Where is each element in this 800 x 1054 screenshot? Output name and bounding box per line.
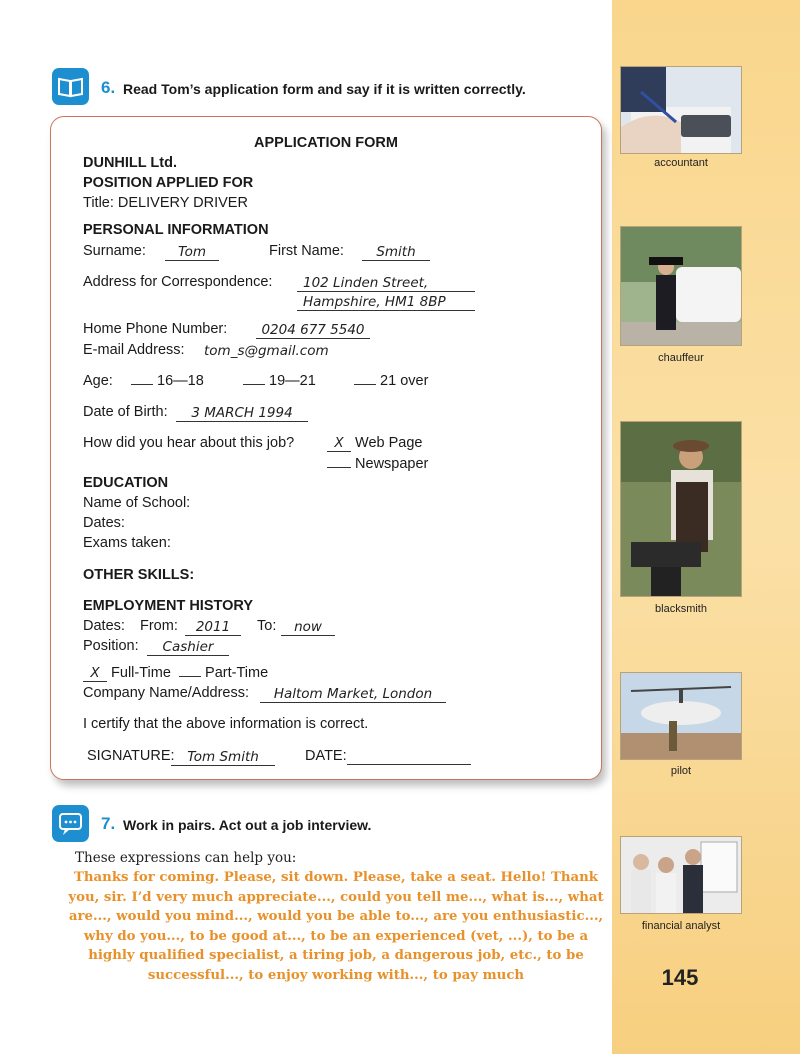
personal-heading: PERSONAL INFORMATION: [83, 222, 269, 238]
address-field-2: Hampshire, HM1 8BP: [297, 294, 475, 311]
caption-blacksmith: blacksmith: [655, 603, 707, 615]
chauffeur-photo: [620, 226, 742, 346]
company-label: Company Name/Address:: [83, 685, 250, 701]
date-label: DATE:: [305, 748, 347, 764]
employment-dates-label: Dates:: [83, 618, 125, 634]
task-6-instruction: Read Tom’s application form and say if it is written correctly.: [123, 81, 526, 97]
surname-label: Surname:: [83, 243, 146, 259]
signature-value: [171, 749, 275, 766]
phone-value: [256, 322, 370, 339]
caption-accountant: accountant: [654, 157, 708, 169]
dob-value: [176, 405, 308, 422]
task-6-number: 6.: [101, 78, 116, 97]
address-line1: [297, 275, 475, 292]
dob-label: Date of Birth:: [83, 404, 168, 420]
age-option-2: [243, 373, 316, 389]
age-label: Age:: [83, 373, 113, 389]
application-form: [50, 116, 602, 780]
position-heading: POSITION APPLIED FOR: [83, 175, 254, 191]
to-label: To:: [257, 618, 277, 634]
from-value: [185, 619, 241, 636]
age-option-1-label: 16—18: [157, 373, 204, 389]
address-line2: [297, 294, 475, 311]
caption-financial-analyst: financial analyst: [641, 920, 721, 932]
company-name: DUNHILL Ltd.: [83, 155, 177, 171]
age-option-1: [131, 373, 204, 389]
task-7-number: 7.: [101, 814, 116, 833]
pilot-photo: [620, 672, 742, 760]
accountant-photo: [620, 66, 742, 154]
age-option-3: [354, 373, 428, 389]
school-label: Name of School:: [83, 495, 191, 511]
useful-expressions: Thanks for coming. Please, sit down. Please, take a seat. Hello! Thank you, sir. I’d very much appreciate..., could you tell me..., what is..., what are..., would you mind..., would you be able to..., are you enthusiastic..., why do you..., to be good at..., to be an experienced (vet, ...), to be a highly qualified specialist, a tiring job, a dangerous job, etc., to be successful..., to enjoy working with..., to pay much: [68, 870, 604, 983]
email-value: tom_s@gmail.com: [204, 343, 329, 359]
firstname-value: [362, 244, 430, 261]
position-value: [147, 639, 229, 656]
blacksmith-photo: [620, 421, 742, 597]
to-field: now: [281, 619, 335, 636]
signature-label: SIGNATURE:: [87, 748, 175, 764]
hear-option-web: [327, 435, 422, 452]
fulltime-option: [83, 665, 171, 682]
surname-field: Tom: [165, 244, 219, 261]
task-7-instruction: Work in pairs. Act out a job interview.: [123, 817, 372, 833]
education-heading: EDUCATION: [83, 475, 169, 491]
newspaper-label: Newspaper: [355, 456, 429, 472]
skills-heading: OTHER SKILLS:: [83, 567, 195, 583]
hear-label: How did you hear about this job?: [83, 435, 295, 451]
email-label: E-mail Address:: [83, 342, 185, 358]
speech-bubble-icon: [52, 805, 89, 842]
certify-statement: I certify that the above information is correct.: [83, 716, 369, 732]
financial-analyst-photo: [620, 836, 742, 914]
parttime-option: [179, 665, 268, 681]
age-option-3-label: 21 over: [380, 373, 429, 389]
from-field: 2011: [185, 619, 241, 636]
form-title: APPLICATION FORM: [254, 135, 398, 151]
caption-chauffeur: chauffeur: [658, 352, 704, 364]
fulltime-label: Full-Time: [111, 665, 171, 681]
education-dates-label: Dates:: [83, 515, 125, 531]
age-option-2-label: 19—21: [269, 373, 316, 389]
web-page-label: Web Page: [355, 435, 423, 451]
position-field: Cashier: [147, 639, 229, 656]
from-label: From:: [140, 618, 178, 634]
firstname-field: Smith: [362, 244, 430, 261]
company-value: [260, 686, 446, 703]
web-page-mark: X: [327, 435, 351, 452]
page-number: 145: [661, 965, 699, 990]
helper-text: These expressions can help you:: [75, 850, 297, 866]
caption-pilot: pilot: [670, 765, 692, 777]
address-label: Address for Correspondence:: [83, 274, 273, 290]
job-title: Title: DELIVERY DRIVER: [83, 195, 248, 211]
exams-label: Exams taken:: [83, 535, 171, 551]
phone-label: Home Phone Number:: [83, 321, 228, 337]
to-value: [281, 619, 335, 636]
address-field-1: 102 Linden Street,: [297, 275, 475, 292]
book-icon: [52, 68, 89, 105]
date-blank: [347, 748, 471, 769]
dob-field: 3 MARCH 1994: [176, 405, 308, 422]
phone-field: 0204 677 5540: [256, 322, 370, 339]
hear-option-newspaper: [327, 456, 428, 472]
firstname-label: First Name:: [269, 243, 344, 259]
position-label: Position:: [83, 638, 139, 654]
company-field: Haltom Market, London: [260, 686, 446, 703]
employment-heading: EMPLOYMENT HISTORY: [83, 598, 253, 614]
surname-value: [165, 244, 219, 261]
parttime-label: Part-Time: [205, 665, 269, 681]
fulltime-mark: X: [83, 665, 107, 682]
signature-field: Tom Smith: [171, 749, 275, 766]
